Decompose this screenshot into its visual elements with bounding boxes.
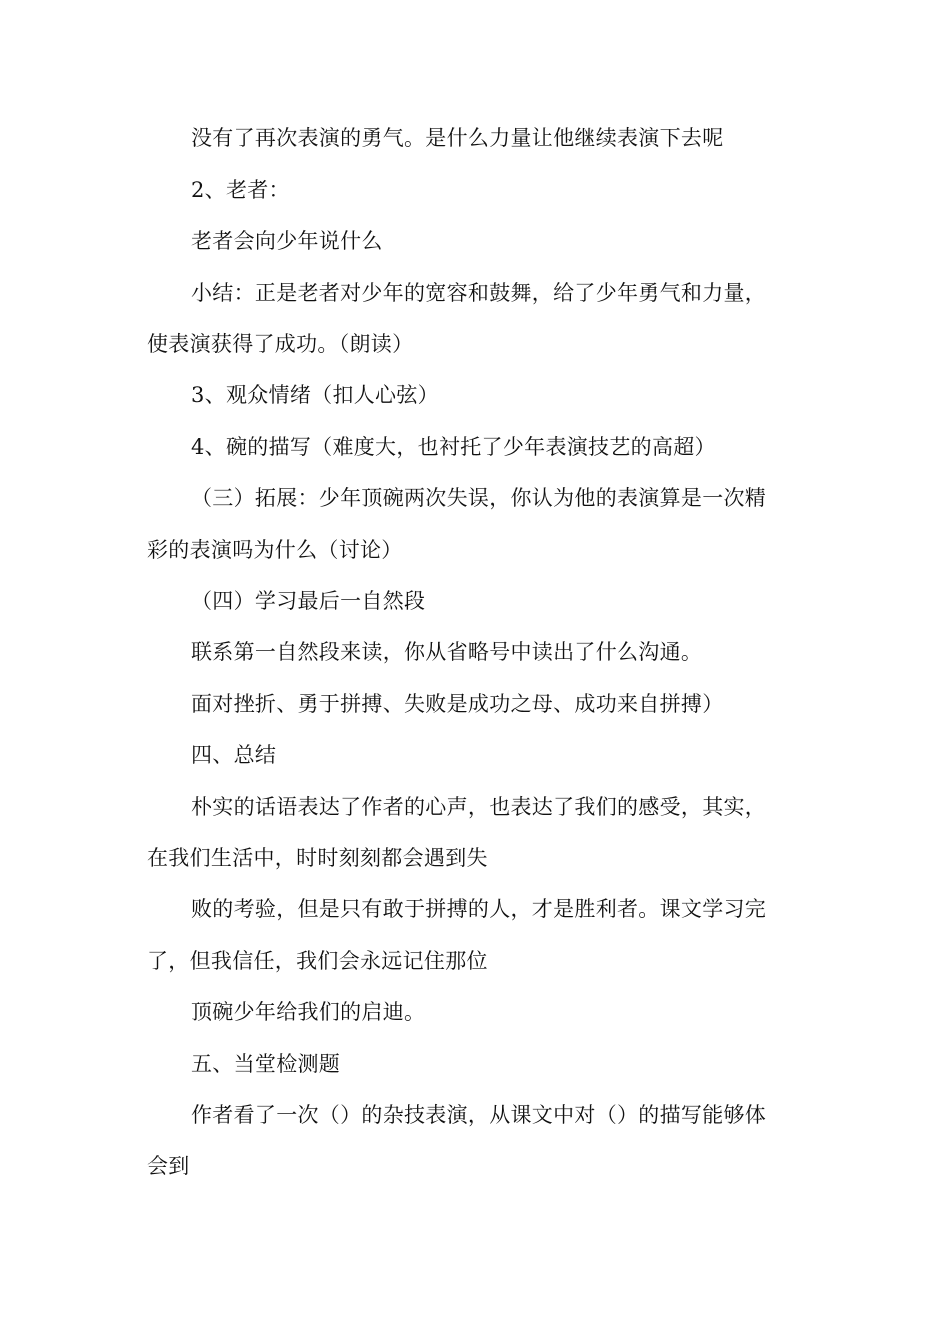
paragraph-line: 小结：正是老者对少年的宽容和鼓舞，给了少年勇气和力量， <box>191 281 767 305</box>
paragraph-line: 3、观众情绪（扣人心弦） <box>191 383 439 407</box>
paragraph-line: 彩的表演吗为什么（讨论） <box>147 538 403 562</box>
paragraph-line: 五、当堂检测题 <box>191 1052 341 1076</box>
paragraph-line: 老者会向少年说什么 <box>191 229 383 253</box>
paragraph-line: 面对挫折、勇于拼搏、失败是成功之母、成功来自拼搏） <box>191 692 724 716</box>
paragraph-line: 使表演获得了成功。（朗读） <box>147 332 414 356</box>
paragraph-line: 四、总结 <box>191 743 277 767</box>
paragraph-line: 4、碗的描写（难度大，也衬托了少年表演技艺的高超） <box>191 435 716 459</box>
paragraph-line: 会到 <box>147 1154 190 1178</box>
paragraph-line: 败的考验，但是只有敢于拼搏的人，才是胜利者。课文学习完 <box>191 897 767 921</box>
paragraph-line: 在我们生活中，时时刻刻都会遇到失 <box>147 846 488 870</box>
paragraph-line: 了，但我信任，我们会永远记住那位 <box>147 949 488 973</box>
paragraph-line: 朴实的话语表达了作者的心声，也表达了我们的感受，其实， <box>191 795 767 819</box>
paragraph-line: 2、老者： <box>191 178 290 202</box>
paragraph-line: 作者看了一次（）的杂技表演，从课文中对（）的描写能够体 <box>191 1103 767 1127</box>
paragraph-line: 联系第一自然段来读，你从省略号中读出了什么沟通。 <box>191 640 703 664</box>
paragraph-line: 顶碗少年给我们的启迪。 <box>191 1000 426 1024</box>
paragraph-line: 没有了再次表演的勇气。是什么力量让他继续表演下去呢 <box>191 126 724 150</box>
paragraph-line: （四）学习最后一自然段 <box>191 589 426 613</box>
paragraph-line: （三）拓展：少年顶碗两次失误，你认为他的表演算是一次精 <box>191 486 767 510</box>
